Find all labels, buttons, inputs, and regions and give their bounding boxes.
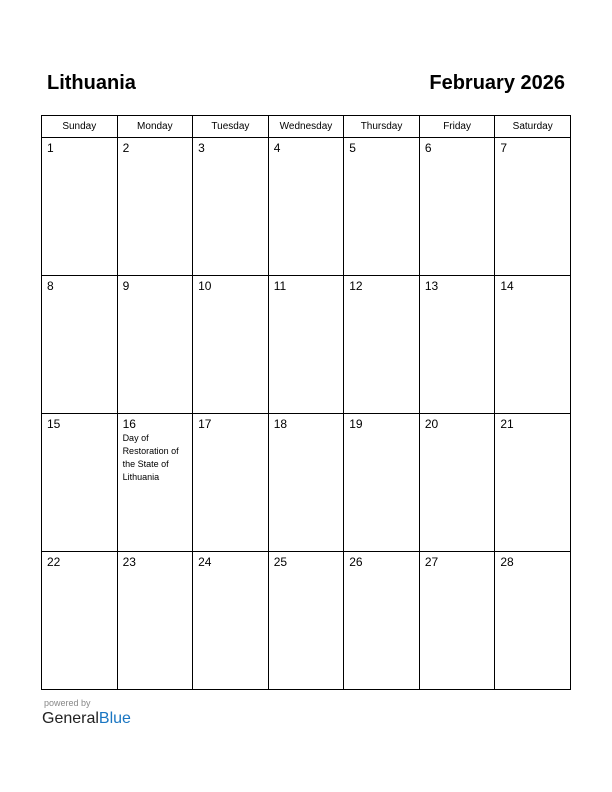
day-cell — [419, 552, 495, 690]
day-cell — [495, 276, 571, 414]
day-number: 1 — [47, 141, 54, 155]
day-number: 9 — [122, 279, 130, 293]
day-number: 8 — [47, 279, 54, 293]
calendar-country-title: Lithuania — [47, 72, 136, 94]
day-cell — [344, 276, 420, 414]
calendar-month-title: February 2026 — [429, 72, 565, 94]
day-number: 2 — [122, 141, 130, 155]
day-number: 24 — [198, 555, 212, 569]
weekday-header: Sunday — [42, 116, 118, 138]
day-cell — [495, 138, 571, 276]
logo-blue-text: Blue — [98, 710, 131, 727]
generalblue-logo[interactable] — [42, 709, 131, 729]
day-cell — [117, 276, 193, 414]
weekday-header: Friday — [419, 116, 495, 138]
day-number: 10 — [198, 279, 212, 293]
day-cell — [193, 138, 269, 276]
day-number: 26 — [349, 555, 363, 569]
day-number: 6 — [424, 141, 432, 155]
day-number: 3 — [198, 141, 205, 155]
day-cell — [268, 276, 344, 414]
day-cell — [193, 552, 269, 690]
day-number: 25 — [273, 555, 288, 569]
day-number: 11 — [273, 279, 287, 293]
brand-footer[interactable] — [42, 698, 131, 729]
day-number: 22 — [47, 555, 61, 569]
day-cell — [42, 276, 118, 414]
day-number: 13 — [424, 279, 439, 293]
day-number: 19 — [349, 417, 363, 431]
day-number: 28 — [500, 555, 514, 569]
day-number: 21 — [500, 417, 514, 431]
powered-by-label: powered by — [44, 698, 91, 708]
weekday-header: Saturday — [495, 116, 571, 138]
day-cell — [419, 414, 495, 552]
weekday-header: Wednesday — [268, 116, 344, 138]
day-cell — [117, 414, 193, 552]
day-number: 7 — [500, 141, 508, 155]
logo-general-text: General — [42, 710, 99, 727]
holiday-label: Day of Restoration of the State of Lithuania — [122, 433, 179, 482]
day-cell — [495, 414, 571, 552]
day-cell — [268, 552, 344, 690]
day-cell — [419, 276, 495, 414]
day-number: 15 — [47, 417, 61, 431]
day-number: 23 — [122, 555, 136, 569]
week-row — [42, 414, 571, 552]
day-cell — [42, 414, 118, 552]
day-cell — [42, 552, 118, 690]
week-row — [42, 276, 571, 414]
day-number: 4 — [273, 141, 281, 155]
day-cell — [495, 552, 571, 690]
weekday-header: Tuesday — [193, 116, 269, 138]
day-cell — [344, 552, 420, 690]
day-number: 5 — [349, 141, 356, 155]
day-cell — [117, 552, 193, 690]
day-number: 16 — [122, 417, 136, 431]
day-number: 27 — [424, 555, 439, 569]
calendar-grid — [41, 115, 571, 690]
day-number: 20 — [424, 417, 439, 431]
day-number: 12 — [349, 279, 363, 293]
day-cell — [344, 414, 420, 552]
day-number: 17 — [198, 417, 212, 431]
day-cell — [268, 138, 344, 276]
day-number: 18 — [273, 417, 288, 431]
day-number: 14 — [500, 279, 514, 293]
weekday-header: Monday — [117, 116, 193, 138]
weekday-header: Thursday — [344, 116, 420, 138]
weekday-header-row — [42, 116, 571, 138]
day-cell — [117, 138, 193, 276]
day-cell — [193, 414, 269, 552]
week-row — [42, 138, 571, 276]
day-cell — [193, 276, 269, 414]
day-cell — [419, 138, 495, 276]
day-cell — [268, 414, 344, 552]
day-cell — [42, 138, 118, 276]
week-row — [42, 552, 571, 690]
day-cell — [344, 138, 420, 276]
